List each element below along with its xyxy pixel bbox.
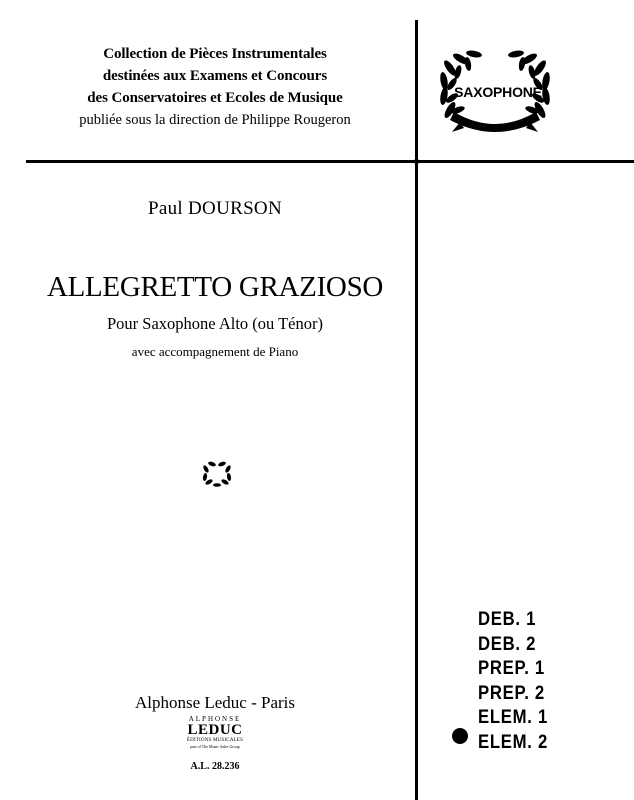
instrument-label: SAXOPHONE <box>454 84 542 100</box>
level-item: DEB. 2 <box>478 633 537 655</box>
level-item: PREP. 2 <box>478 682 545 704</box>
selected-level-bullet <box>452 728 468 744</box>
collection-heading <box>30 43 400 131</box>
logo-sub-text: ÉDITIONS MUSICALES <box>186 738 244 743</box>
instrumentation: Pour Saxophone Alto (ou Ténor) <box>106 314 323 333</box>
level-item: ELEM. 1 <box>478 707 548 728</box>
composer-name: Paul DOURSON <box>148 198 282 219</box>
publisher-name: Alphonse Leduc - Paris <box>134 693 296 712</box>
collection-line-3: des Conservatoires et Ecoles de Musique <box>87 90 343 106</box>
accompaniment-note: avec accompagnement de Piano <box>131 344 299 359</box>
logo-main-text: LEDUC <box>187 722 243 738</box>
level-item: DEB. 1 <box>478 609 537 630</box>
horizontal-rule <box>26 160 634 163</box>
collection-line-1: Collection de Pièces Instrumentales <box>103 46 327 62</box>
piece-title: ALLEGRETTO GRAZIOSO <box>46 271 384 303</box>
collection-line-2: destinées aux Examens et Concours <box>102 68 328 84</box>
collection-editor-line: publiée sous la direction de Philippe Rougeron <box>79 112 351 128</box>
logo-top-text: ALPHONSE <box>188 715 242 723</box>
level-item: PREP. 1 <box>478 658 545 679</box>
level-item-selected: ELEM. 2 <box>478 731 548 753</box>
logo-sub2-text: part of The Music Sales Group <box>190 744 240 749</box>
leduc-logo <box>180 715 250 749</box>
vertical-rule <box>415 20 418 800</box>
catalog-number: A.L. 28.236 <box>190 761 240 772</box>
level-list <box>478 608 558 755</box>
small-wreath-icon <box>197 459 237 489</box>
rule-joint-ornament <box>409 154 424 169</box>
